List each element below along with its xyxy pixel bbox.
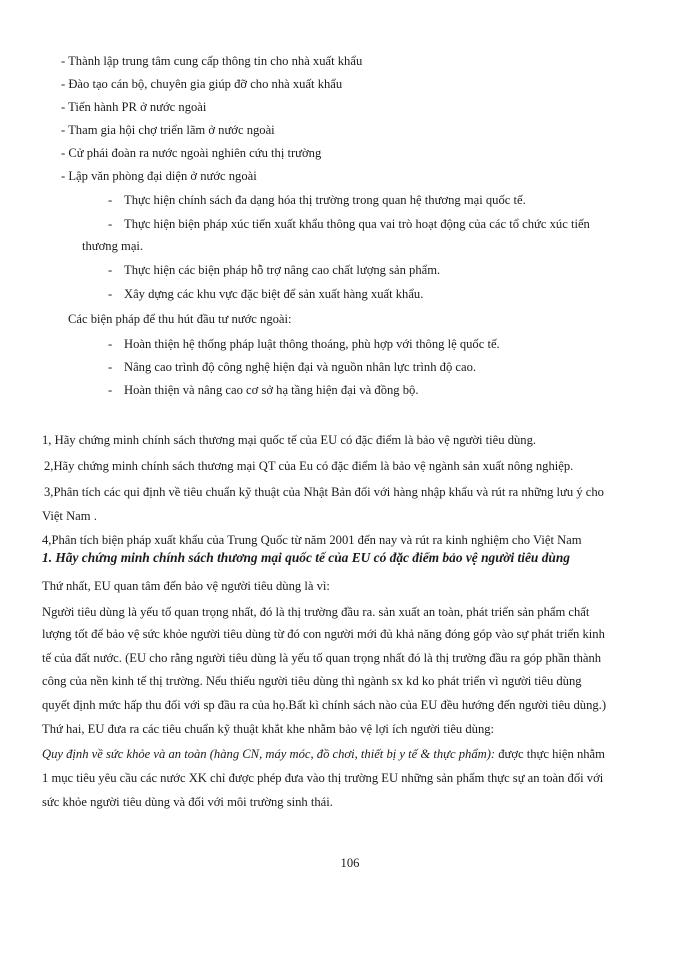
list-item: Hoàn thiện hệ thống pháp luật thông thoáng, phù hợp với thông lệ quốc tế. xyxy=(124,337,500,351)
dash-bullet: - xyxy=(108,287,113,301)
list-item: - Cử phái đoàn ra nước ngoài nghiên cứu thị trường xyxy=(61,146,322,160)
paragraph-line: sức khỏe người tiêu dùng và đối với môi trường sinh thái. xyxy=(42,795,333,809)
list-item: Thực hiện chính sách đa dạng hóa thị trường trong quan hệ thương mại quốc tế. xyxy=(124,193,526,207)
dash-bullet: - xyxy=(108,383,113,397)
subheading: Các biện pháp để thu hút đầu tư nước ngoài: xyxy=(68,312,292,326)
list-item-continuation: thương mại. xyxy=(82,239,144,253)
dash-bullet: - xyxy=(108,360,113,374)
list-item: Thực hiện biện pháp xúc tiến xuất khẩu thông qua vai trò hoạt động của các tổ chức xúc tiến xyxy=(124,217,590,231)
question-item: 2,Hãy chứng minh chính sách thương mại QT của Eu có đặc điểm là bảo vệ ngành sản xuất nông nghiệp. xyxy=(44,459,574,473)
section-heading: 1. Hãy chứng minh chính sách thương mại quốc tế của EU có đặc điểm bảo vệ người tiêu dùng xyxy=(42,550,570,565)
question-item: 3,Phân tích các qui định về tiêu chuẩn kỹ thuật của Nhật Bản đối với hàng nhập khẩu và rút ra những lưu ý cho xyxy=(44,485,604,499)
question-item: 1, Hãy chứng minh chính sách thương mại quốc tế của EU có đặc điểm là bảo vệ người tiêu dùng. xyxy=(42,433,537,447)
paragraph-line: công của nền kinh tế thị trường. Nếu thiếu người tiêu dùng thì ngành sx kd ko phát triển vì người tiêu dùng xyxy=(42,674,582,688)
paragraph-text: được thực hiện nhằm xyxy=(495,747,605,761)
question-item: 4,Phân tích biện pháp xuất khẩu của Trung Quốc từ năm 2001 đến nay và rút ra kinh nghiệm cho Việt Nam xyxy=(42,533,582,547)
italic-term: Quy định về sức khỏe và an toàn (hàng CN, máy móc, đồ chơi, thiết bị y tế & thực phẩm): xyxy=(42,747,496,761)
paragraph-line: quyết định mức hấp thu đối với sp đầu ra của họ.Bất kì chính sách nào của EU đều hướng đến người tiêu dùng.) xyxy=(42,698,607,712)
question-item-continuation: Việt Nam . xyxy=(42,509,97,523)
dash-bullet: - xyxy=(108,337,113,351)
paragraph-line: Thứ hai, EU đưa ra các tiêu chuẩn kỹ thuật khắt khe nhằm bảo vệ lợi ích người tiêu dùng: xyxy=(42,722,495,736)
dash-bullet: - xyxy=(108,217,113,231)
list-item: Xây dựng các khu vực đặc biệt để sản xuất hàng xuất khẩu. xyxy=(124,287,424,301)
list-item: - Lập văn phòng đại diện ở nước ngoài xyxy=(61,169,257,183)
paragraph-line: 1 mục tiêu yêu cầu các nước XK chỉ được phép đưa vào thị trường EU những sản phẩm thực sự an toàn đối với xyxy=(42,771,604,785)
list-item: Thực hiện các biện pháp hỗ trợ nâng cao chất lượng sản phẩm. xyxy=(124,263,441,277)
list-item: Nâng cao trình độ công nghệ hiện đại và nguồn nhân lực trình độ cao. xyxy=(124,360,477,374)
paragraph-line: lượng tốt để bảo vệ sức khỏe người tiêu dùng từ đó con người mới đủ khả năng đóng góp vào sự phát triển kinh xyxy=(42,627,605,641)
list-item: - Tham gia hội chợ triển lãm ở nước ngoài xyxy=(61,123,275,137)
list-item: - Thành lập trung tâm cung cấp thông tin cho nhà xuất khẩu xyxy=(61,54,363,68)
dash-bullet: - xyxy=(108,193,113,207)
paragraph-line: tế của đất nước. (EU cho rằng người tiêu dùng là yếu tố quan trọng nhất đó là thị trường đầu ra góp phần thành xyxy=(42,651,602,665)
page-number: 106 xyxy=(340,856,360,870)
list-item: - Đào tạo cán bộ, chuyên gia giúp đỡ cho nhà xuất khẩu xyxy=(61,77,343,91)
dash-bullet: - xyxy=(108,263,113,277)
list-item: - Tiến hành PR ở nước ngoài xyxy=(61,100,207,114)
list-item: Hoàn thiện và nâng cao cơ sở hạ tầng hiện đại và đồng bộ. xyxy=(124,383,419,397)
paragraph-line: Thứ nhất, EU quan tâm đến bảo vệ người tiêu dùng là vì: xyxy=(42,579,330,593)
paragraph-line: Người tiêu dùng là yếu tố quan trọng nhất, đó là thị trường đầu ra. sản xuất an toàn, phát triển sản phẩm chất xyxy=(42,605,590,619)
paragraph-line xyxy=(42,746,605,762)
